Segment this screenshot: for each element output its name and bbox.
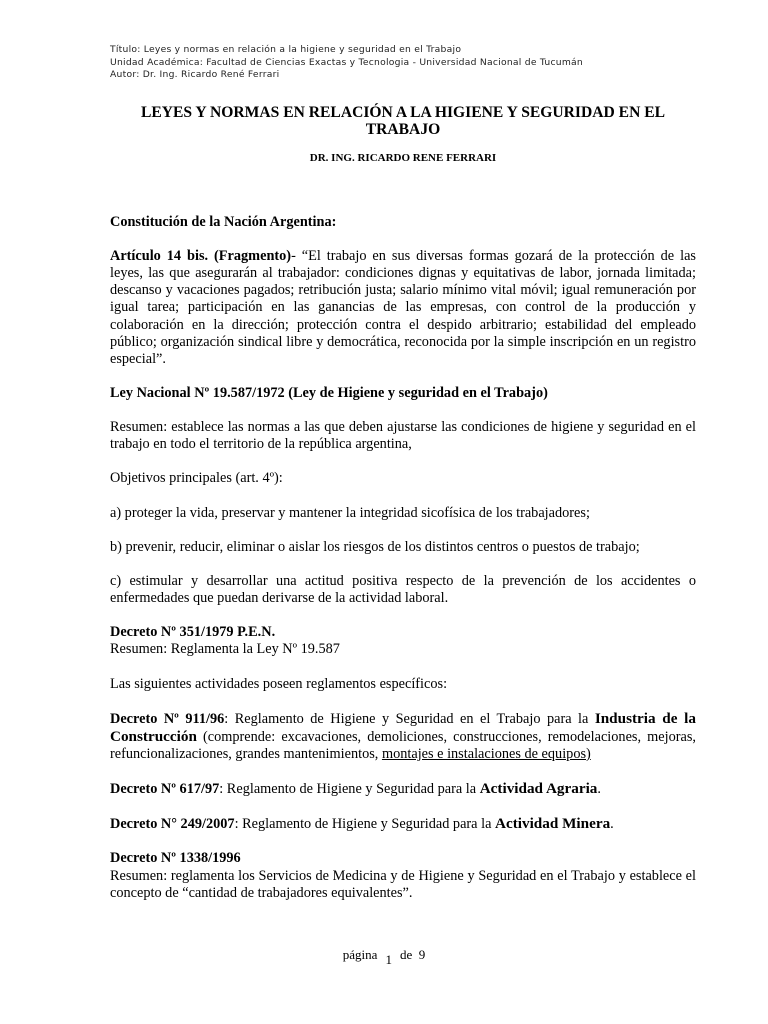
d1338-heading: Decreto Nº 1338/1996 xyxy=(110,850,241,867)
d617-end: . xyxy=(597,781,601,798)
art14-text: - “El trabajo en sus diversas formas gozará de la protección de las leyes, las que asegurarán al trabajador: condiciones dignas y equitativas de labor, jornada limitada; descanso y vacaciones pagados; retribución justa; salario mínimo vital móvil; igual remuneración por igual tarea; participación en las ganancias de las empresas, con control de la producción y colaboración en la dirección; protección contra el despido arbitrario; estabilidad del empleado público; organización sindical libre y democrática, reconocida por la simple inscripción en un registro especial”. xyxy=(110,248,696,367)
ley-heading: Ley Nacional Nº 19.587/1972 (Ley de Higiene y seguridad en el Trabajo) xyxy=(110,384,548,401)
document-title: LEYES Y NORMAS EN RELACIÓN A LA HIGIENE Y SEGURIDAD EN EL TRABAJO xyxy=(140,104,666,138)
d911-paragraph xyxy=(110,710,696,763)
d911-underline: montajes e instalaciones de equipos) xyxy=(381,745,591,762)
d617-bold: Actividad Agraria xyxy=(479,780,598,798)
document-body xyxy=(110,214,696,919)
page-current: 1 xyxy=(385,952,392,967)
header-author-line: Autor: Dr. Ing. Ricardo René Ferrari xyxy=(110,69,280,81)
d351-heading: Decreto Nº 351/1979 P.E.N. xyxy=(110,624,276,641)
page-number xyxy=(0,947,768,967)
d249-paragraph xyxy=(110,815,696,833)
header-unit-line: Unidad Académica: Facultad de Ciencias Exactas y Tecnologia - Universidad Nacional de Tucumán xyxy=(110,56,583,68)
d911-text: : Reglamento de Higiene y Seguridad en el Trabajo para la xyxy=(224,710,595,727)
d911-rest: (comprende: excavaciones, demoliciones, construcciones, remodelaciones, mejoras, refuncionalizaciones, grandes mantenimientos, xyxy=(110,728,696,762)
objetivos-label: Objetivos principales (art. 4º): xyxy=(110,470,283,487)
ley-resumen: Resumen: establece las normas a las que deben ajustarse las condiciones de higiene y seguridad en el trabajo en todo el territorio de la república argentina, xyxy=(110,419,696,453)
d617-paragraph xyxy=(110,780,696,798)
header-title-line: Título: Leyes y normas en relación a la higiene y seguridad en el Trabajo xyxy=(110,44,462,55)
d249-bold: Actividad Minera xyxy=(495,815,611,833)
de-label: de xyxy=(399,947,413,962)
pagina-label: página xyxy=(342,947,378,962)
d617-label: Decreto Nº 617/97 xyxy=(110,781,220,798)
d249-end: . xyxy=(610,816,614,833)
objetivo-b: b) prevenir, reducir, eliminar o aislar los riesgos de los distintos centros o puestos de trabajo; xyxy=(110,538,640,555)
art14-label: Artículo 14 bis. (Fragmento) xyxy=(110,248,292,265)
d351-resumen: Resumen: Reglamenta la Ley Nº 19.587 xyxy=(110,641,340,658)
d249-label: Decreto N° 249/2007 xyxy=(110,816,235,833)
d617-text: : Reglamento de Higiene y Seguridad para la xyxy=(219,781,480,798)
page-total: 9 xyxy=(418,947,426,962)
constitucion-heading: Constitución de la Nación Argentina: xyxy=(110,214,337,230)
actividades-intro: Las siguientes actividades poseen reglamentos específicos: xyxy=(110,675,448,692)
d249-text: : Reglamento de Higiene y Seguridad para la xyxy=(234,816,495,833)
d911-label: Decreto Nº 911/96 xyxy=(110,710,225,727)
objetivo-a: a) proteger la vida, preservar y mantener la integridad sicofísica de los trabajadores; xyxy=(110,504,590,521)
running-header xyxy=(110,44,583,82)
art14-paragraph xyxy=(110,248,696,368)
d1338-resumen: Resumen: reglamenta los Servicios de Medicina y de Higiene y Seguridad en el Trabajo y establece el concepto de “cantidad de trabajadores equivalentes”. xyxy=(110,867,696,901)
objetivo-c: c) estimular y desarrollar una actitud positiva respecto de la prevención de los accidentes o enfermedades que puedan derivarse de la actividad laboral. xyxy=(110,572,696,607)
document-author: DR. ING. RICARDO RENE FERRARI xyxy=(309,152,497,164)
d911-bold: Industria de la Construcción xyxy=(110,709,696,745)
